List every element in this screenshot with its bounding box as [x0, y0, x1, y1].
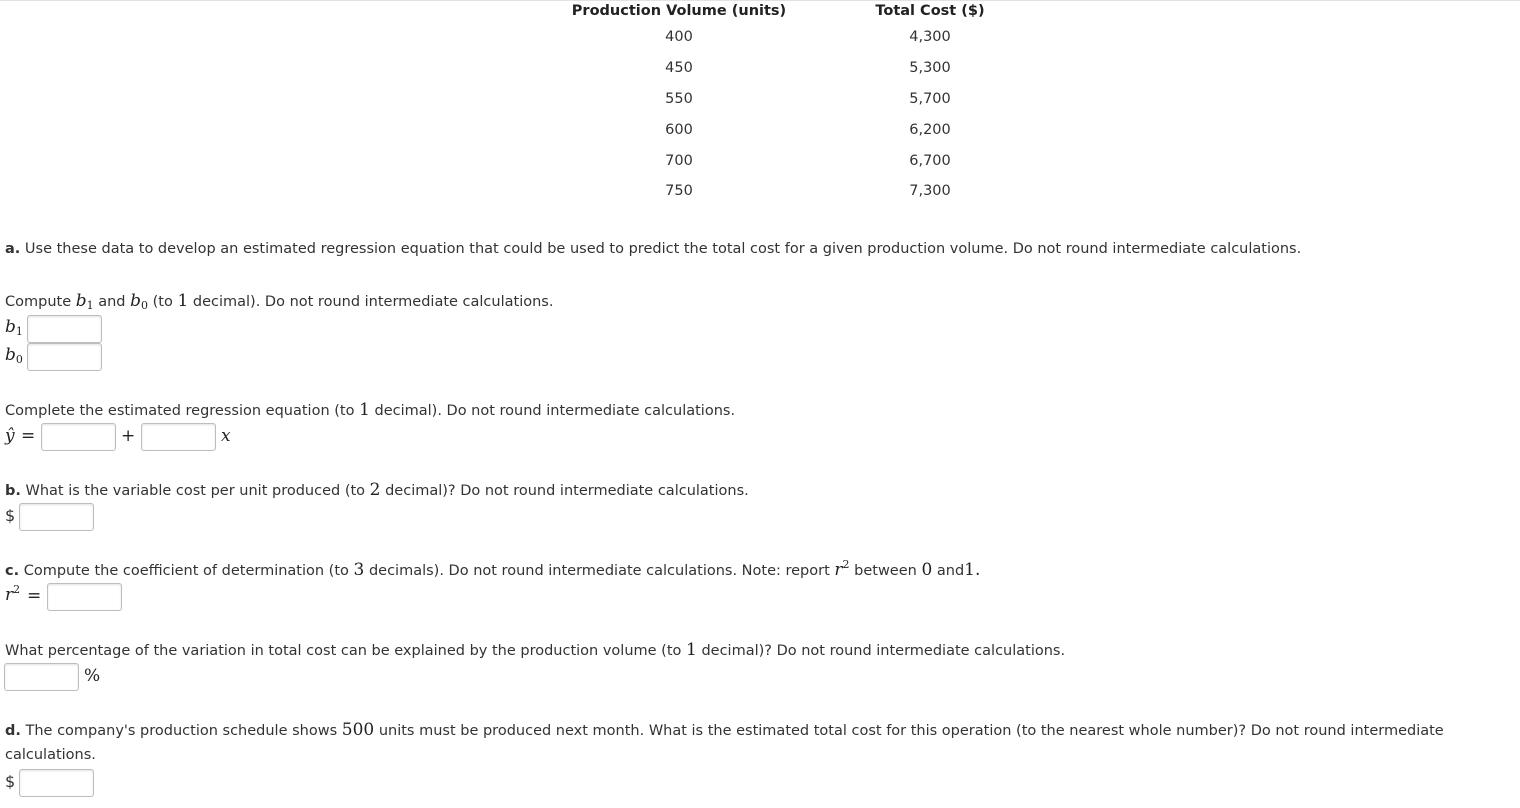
percent-sign: % [84, 666, 101, 686]
b1-field-letter: b [5, 317, 16, 337]
b0-field-label [5, 345, 23, 365]
decimal-count: 1 [177, 291, 189, 311]
between-text: between [854, 563, 917, 579]
and-text: and [936, 563, 965, 579]
table-row [548, 145, 1050, 176]
column-header-production-volume: Production Volume (units) [571, 3, 787, 19]
cell-cost: 7,300 [909, 183, 951, 200]
percentage-input[interactable] [4, 663, 79, 691]
cell-volume: 750 [665, 183, 693, 200]
x-symbol: x [221, 426, 231, 446]
plus-sign: + [121, 426, 136, 446]
equation-text: Complete the estimated regression equation (to [5, 403, 355, 419]
table-row [548, 84, 1050, 115]
percentage-text: What percentage of the variation in total cost can be explained by the production volume (to [5, 643, 682, 659]
b0-subscript: 0 [141, 299, 149, 312]
percentage-decimal-count: 1 [686, 640, 697, 660]
r-squared-input[interactable] [47, 583, 122, 611]
part-a-label: a. [5, 241, 21, 257]
equation-instruction [5, 400, 735, 420]
dollar-sign: $ [5, 772, 16, 791]
units-value: 500 [341, 720, 375, 740]
period: . [975, 560, 981, 580]
cell-cost: 5,700 [909, 90, 951, 107]
compute-instruction [5, 291, 553, 311]
b1-subscript: 1 [86, 299, 94, 312]
equation-text-end: decimal). Do not round intermediate calculations. [374, 403, 736, 419]
table-row [548, 176, 1050, 207]
b0-field-subscript: 0 [15, 353, 23, 366]
cell-volume: 700 [665, 152, 693, 169]
column-header-total-cost: Total Cost ($) [875, 3, 985, 19]
compute-text-end: decimal). Do not round intermediate calculations. [192, 294, 554, 310]
part-c-label: c. [5, 563, 20, 579]
cell-volume: 450 [665, 60, 693, 77]
b1-field-label [5, 317, 23, 337]
part-a-text: Use these data to develop an estimated regression equation that could be used to predict the total cost for a given production volume. Do not round intermediate calculations. [24, 241, 1302, 257]
r-squared-symbol [834, 560, 849, 580]
part-a-question [5, 241, 1301, 257]
dollar-sign: $ [5, 506, 16, 525]
r2-superscript: 2 [13, 583, 21, 596]
cell-volume: 550 [665, 90, 693, 107]
b0-field-letter: b [5, 345, 16, 365]
b1-symbol [76, 291, 94, 311]
part-c-decimal-count: 3 [353, 560, 365, 580]
table-row [548, 53, 1050, 84]
cell-cost: 6,200 [909, 121, 951, 138]
part-c-text-middle: decimals). Do not round intermediate calculations. Note: report [368, 563, 830, 579]
part-d-text-end: units must be produced next month. What is the estimated total cost for this operation (to the nearest whole number)? Do not round intermediate [378, 723, 1444, 739]
r2-letter: r [5, 585, 14, 605]
part-d-question [5, 720, 1444, 740]
zero-value: 0 [921, 560, 933, 580]
total-cost-input[interactable] [19, 769, 94, 797]
part-d-text: The company's production schedule shows [25, 723, 338, 739]
intercept-input[interactable] [41, 423, 116, 451]
to-text: (to [152, 294, 173, 310]
part-d-label: d. [5, 723, 21, 739]
percentage-question [5, 640, 1065, 660]
b1-input[interactable] [27, 315, 102, 343]
one-value: 1 [964, 560, 975, 580]
r-superscript: 2 [842, 558, 850, 571]
percentage-text-end: decimal)? Do not round intermediate calculations. [701, 643, 1066, 659]
b0-letter: b [130, 291, 142, 311]
slope-input[interactable] [141, 423, 216, 451]
part-b-text: What is the variable cost per unit produced (to [25, 483, 366, 499]
part-c-text: Compute the coefficient of determination (to [23, 563, 349, 579]
part-d-question-continued: calculations. [5, 747, 96, 763]
part-b-question [5, 480, 749, 500]
equals-sign: = [21, 426, 36, 446]
b1-letter: b [75, 291, 87, 311]
equation-decimal-count: 1 [359, 400, 370, 420]
cell-volume: 400 [665, 29, 693, 46]
y-hat-symbol: ŷ [5, 426, 15, 446]
table-row [548, 114, 1050, 145]
cell-cost: 6,700 [909, 152, 951, 169]
part-b-text-end: decimal)? Do not round intermediate calculations. [385, 483, 749, 499]
cell-cost: 5,300 [909, 60, 951, 77]
data-table [548, 0, 1050, 207]
compute-text: Compute [5, 294, 72, 310]
table-header-row [548, 0, 1050, 22]
equals-sign: = [27, 586, 42, 606]
part-c-question [5, 560, 980, 580]
table-row [548, 22, 1050, 53]
b0-input[interactable] [27, 343, 102, 371]
r2-field-label [5, 585, 20, 605]
part-b-decimal-count: 2 [369, 480, 381, 500]
cell-volume: 600 [665, 121, 693, 138]
b1-field-subscript: 1 [15, 325, 23, 338]
cell-cost: 4,300 [909, 29, 951, 46]
b0-symbol [130, 291, 148, 311]
part-b-label: b. [5, 483, 21, 499]
variable-cost-input[interactable] [19, 503, 94, 531]
r-letter: r [834, 560, 843, 580]
and-text: and [98, 294, 126, 310]
